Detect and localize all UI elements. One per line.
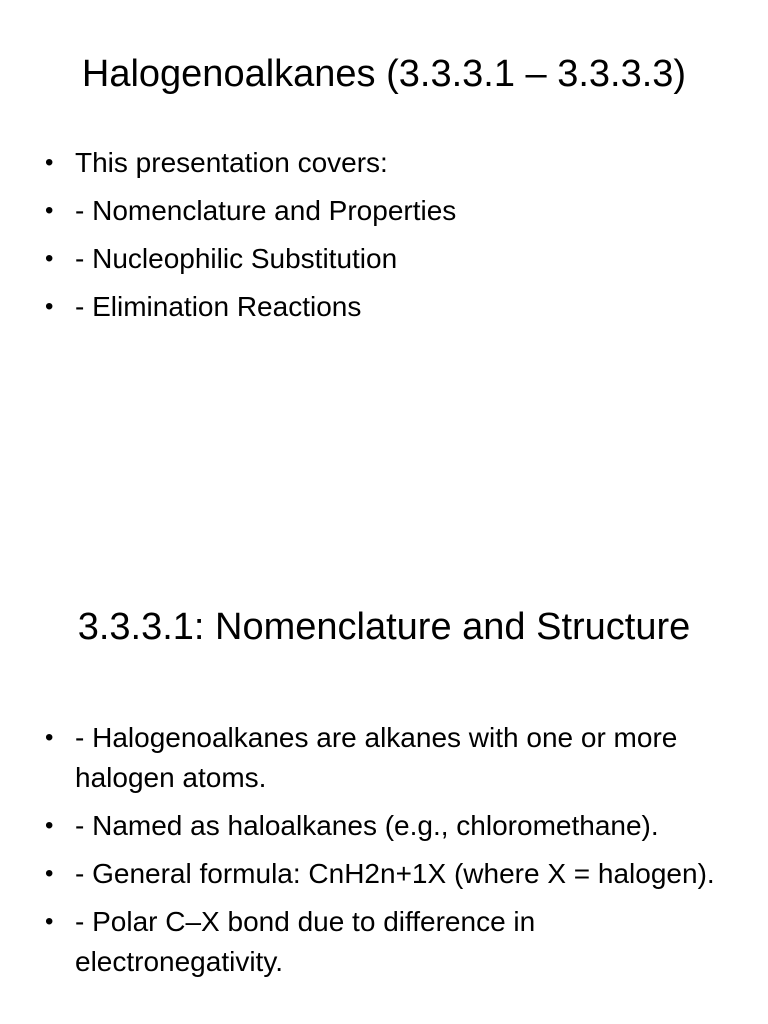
bullet-text: This presentation covers: [75, 147, 388, 178]
bullet-icon: • [45, 293, 54, 320]
list-item [0, 806, 768, 846]
list-item [0, 854, 768, 894]
list-item [0, 143, 768, 183]
bullet-icon: • [45, 245, 54, 272]
slide-1-title: Halogenoalkanes (3.3.3.1 – 3.3.3.3) [81, 53, 687, 95]
bullet-text: - Nucleophilic Substitution [75, 243, 398, 274]
bullet-text: - Elimination Reactions [75, 291, 362, 322]
bullet-icon: • [45, 860, 54, 887]
list-item [0, 191, 768, 231]
list-item [0, 239, 768, 279]
list-item [0, 718, 768, 798]
slide-2-title: 3.3.3.1: Nomenclature and Structure [77, 606, 691, 648]
bullet-text: - Nomenclature and Properties [75, 195, 457, 226]
bullet-text: - Halogenoalkanes are alkanes with one or more halogen atoms. [75, 722, 678, 793]
bullet-text: - General formula: CnH2n+1X (where X = halogen). [75, 858, 715, 889]
list-item [0, 902, 768, 982]
bullet-text: - Polar C–X bond due to difference in electronegativity. [75, 906, 536, 977]
slide-2-bullet-list [0, 718, 768, 990]
bullet-icon: • [45, 197, 54, 224]
bullet-text: - Named as haloalkanes (e.g., chloromethane). [75, 810, 659, 841]
bullet-icon: • [45, 812, 54, 839]
bullet-icon: • [45, 908, 54, 935]
bullet-icon: • [45, 149, 54, 176]
bullet-icon: • [45, 724, 54, 751]
list-item [0, 287, 768, 327]
slide-2 [0, 580, 768, 1024]
slide-1-bullet-list [0, 143, 768, 335]
